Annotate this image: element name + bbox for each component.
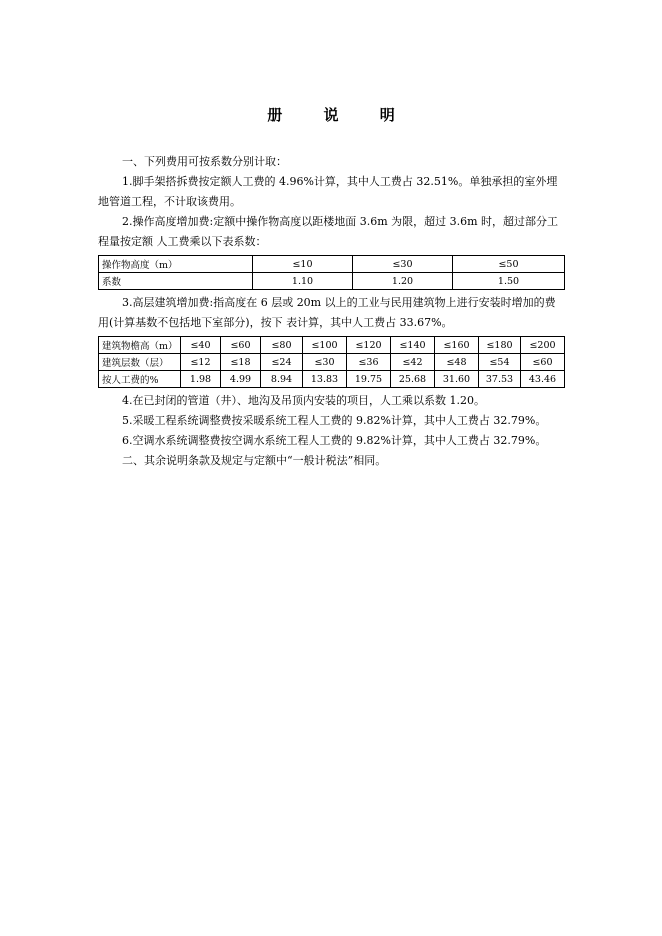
table-cell: ≤42 <box>391 354 435 371</box>
table-cell: ≤140 <box>391 337 435 354</box>
table-cell: 1.50 <box>453 273 565 290</box>
table-cell: 1.20 <box>353 273 453 290</box>
table-cell: ≤36 <box>347 354 391 371</box>
table-row <box>99 256 565 273</box>
item-heating-adjustment: 5.采暖工程系统调整费按采暖系统工程人工费的 9.82%计算，其中人工费占 32.79%。 <box>122 414 547 427</box>
table-cell: 系数 <box>99 273 253 290</box>
item-scaffolding-fee: 1.脚手架搭拆费按定额人工费的 4.96%计算，其中人工费占 32.51%。单独承担的室外埋地管道工程，不计取该费用。 <box>98 175 558 208</box>
table-cell: ≤180 <box>479 337 521 354</box>
document-body <box>98 152 564 471</box>
high-rise-fee-table <box>98 336 565 388</box>
item-height-increase-fee: 2.操作高度增加费:定额中操作物高度以距楼地面 3.6m 为限，超过 3.6m 时，超过部分工程量按定额 人工费乘以下表系数： <box>98 215 559 248</box>
table-cell: ≤50 <box>453 256 565 273</box>
table-cell: ≤24 <box>261 354 303 371</box>
table-cell: 8.94 <box>261 371 303 388</box>
section-one-heading: 一、下列费用可按系数分别计取： <box>122 155 287 168</box>
table-cell: 1.98 <box>181 371 221 388</box>
item-high-rise-fee: 3.高层建筑增加费:指高度在 6 层或 20m 以上的工业与民用建筑物上进行安装时增加的费用(计算基数不包括地下室部分)，按下 表计算，其中人工费占 33.67%。 <box>98 296 556 329</box>
table-cell: 25.68 <box>391 371 435 388</box>
table-row <box>99 273 565 290</box>
page-title: 册 说 明 <box>267 106 413 124</box>
table-cell: ≤12 <box>181 354 221 371</box>
table-cell: ≤120 <box>347 337 391 354</box>
table-cell: ≤100 <box>303 337 347 354</box>
table-row <box>99 354 565 371</box>
table-cell: 31.60 <box>435 371 479 388</box>
section-two-heading: 二、其余说明条款及规定与定额中“一般计税法”相同。 <box>122 454 387 467</box>
table-cell: 操作物高度（m） <box>99 256 253 273</box>
table-cell: 43.46 <box>521 371 565 388</box>
table-cell: ≤160 <box>435 337 479 354</box>
item-enclosed-install: 4.在已封闭的管道（井）、地沟及吊顶内安装的项目，人工乘以系数 1.20。 <box>122 394 485 407</box>
table-cell: ≤18 <box>221 354 261 371</box>
table-cell: 建筑层数（层） <box>99 354 181 371</box>
table-cell: ≤60 <box>521 354 565 371</box>
table-cell: ≤54 <box>479 354 521 371</box>
item-ac-water-adjustment: 6.空调水系统调整费按空调水系统工程人工费的 9.82%计算，其中人工费占 32.79%。 <box>122 434 547 447</box>
table-cell: 13.83 <box>303 371 347 388</box>
table-cell: ≤30 <box>353 256 453 273</box>
table-cell: 按人工费的% <box>99 371 181 388</box>
table-cell: 建筑物檐高（m） <box>99 337 181 354</box>
table-cell: ≤10 <box>253 256 353 273</box>
height-coefficient-table <box>98 255 565 290</box>
table-cell: ≤60 <box>221 337 261 354</box>
table-cell: ≤48 <box>435 354 479 371</box>
table-row <box>99 371 565 388</box>
table-cell: 19.75 <box>347 371 391 388</box>
table-cell: ≤30 <box>303 354 347 371</box>
table-row <box>99 337 565 354</box>
table-cell: 37.53 <box>479 371 521 388</box>
table-cell: ≤80 <box>261 337 303 354</box>
table-cell: 1.10 <box>253 273 353 290</box>
table-cell: 4.99 <box>221 371 261 388</box>
table-cell: ≤200 <box>521 337 565 354</box>
table-cell: ≤40 <box>181 337 221 354</box>
